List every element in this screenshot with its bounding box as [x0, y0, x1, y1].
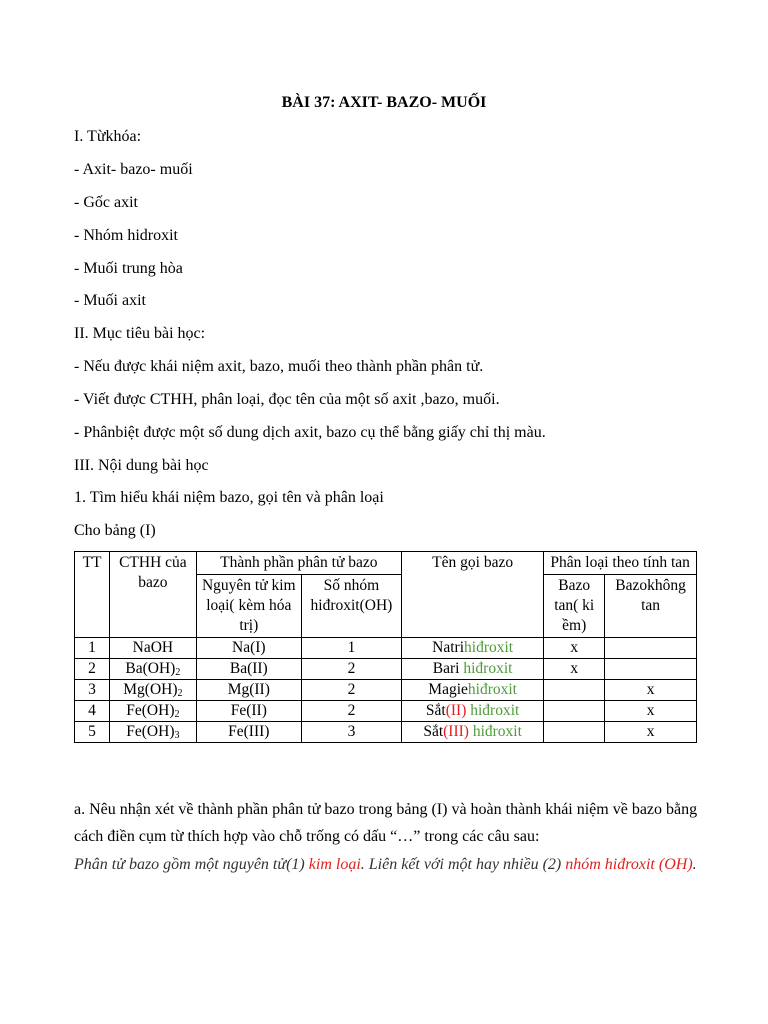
page-title: BÀI 37: AXIT- BAZO- MUỐI	[281, 94, 487, 111]
header-ten-goi: Tên gọi bazo	[401, 552, 543, 638]
cell-metal: Fe(III)	[196, 722, 301, 743]
header-bazo-tan: Bazo tan( ki ềm)	[544, 575, 605, 638]
cell-metal: Mg(II)	[196, 680, 301, 701]
subsection-heading: 1. Tìm hiểu khái niệm bazo, gọi tên và phân loại	[74, 489, 384, 506]
cell-tan: x	[544, 638, 605, 659]
cell-khong-tan	[605, 659, 697, 680]
cell-formula: $Ba(OH)_2$	[110, 659, 197, 680]
cell-formula: $Mg(OH)_2$	[110, 680, 197, 701]
cell-metal: Na(I)	[196, 638, 301, 659]
header-thanh-phan: Thành phần phân tử bazo	[196, 552, 401, 575]
header-tt: TT	[75, 552, 110, 638]
header-bazo-khong-tan: Bazokhông tan	[605, 575, 697, 638]
question-a: a. Nêu nhận xét về thành phần phân tử bazo trong bảng (I) và hoàn thành khái niệm về bazo bằng cách điền cụm từ thích hợp vào chỗ trống có dấu “…” trong các câu sau:	[74, 801, 698, 845]
objective-item: - Viết được CTHH, phân loại, đọc tên của một số axit ,bazo, muối.	[74, 391, 500, 408]
answer-text: Phân tử bazo gồm một nguyên tử(1) kim loại. Liên kết với một hay nhiều (2) nhóm hiđroxit (OH).	[74, 856, 697, 873]
table-row	[75, 638, 697, 659]
cell-name: Bari hiđroxit	[401, 659, 543, 680]
cell-khong-tan: x	[605, 680, 697, 701]
cell-tt: 5	[75, 722, 110, 743]
cell-tan	[544, 722, 605, 743]
objective-item: - Nếu được khái niệm axit, bazo, muối theo thành phần phân tử.	[74, 358, 484, 375]
cell-tt: 2	[75, 659, 110, 680]
keyword-item: - Muối axit	[74, 292, 146, 309]
cell-khong-tan: x	[605, 722, 697, 743]
cell-tan: x	[544, 659, 605, 680]
cell-formula: NaOH	[110, 638, 197, 659]
keyword-item: - Nhóm hidroxit	[74, 227, 178, 244]
keyword-item: - Gốc axit	[74, 194, 138, 211]
section-keywords-heading: I. Từkhóa:	[74, 128, 142, 145]
cell-oh-count: 2	[301, 701, 401, 722]
table-row	[75, 680, 697, 701]
cell-name: Natrihiđroxit	[401, 638, 543, 659]
cell-oh-count: 3	[301, 722, 401, 743]
cell-tan	[544, 701, 605, 722]
cell-name: Sắt(III) hiđroxit	[401, 722, 543, 743]
cell-tt: 3	[75, 680, 110, 701]
cell-khong-tan	[605, 638, 697, 659]
cell-name: Sắt(II) hiđroxit	[401, 701, 543, 722]
cell-formula: $Fe(OH)_2$	[110, 701, 197, 722]
cell-formula: $Fe(OH)_3$	[110, 722, 197, 743]
cell-oh-count: 2	[301, 659, 401, 680]
cell-oh-count: 1	[301, 638, 401, 659]
table-row	[75, 701, 697, 722]
header-phan-loai: Phân loại theo tính tan	[544, 552, 697, 575]
cell-oh-count: 2	[301, 680, 401, 701]
answer-blank-2: nhóm hiđroxit (OH)	[565, 856, 693, 873]
cell-tt: 1	[75, 638, 110, 659]
keyword-item: - Axit- bazo- muối	[74, 161, 193, 178]
objective-item: - Phânbiệt được một số dung dịch axit, bazo cụ thể bằng giấy chỉ thị màu.	[74, 424, 546, 441]
header-so-nhom: Số nhóm hiđroxit(OH)	[301, 575, 401, 638]
table-row	[75, 659, 697, 680]
cell-tan	[544, 680, 605, 701]
section-content-heading: III. Nội dung bài học	[74, 457, 209, 474]
table-caption: Cho bảng (I)	[74, 522, 156, 539]
header-cthh: CTHH của bazo	[110, 552, 197, 638]
table-header-row	[75, 552, 697, 575]
cell-metal: Ba(II)	[196, 659, 301, 680]
keyword-item: - Muối trung hòa	[74, 260, 183, 277]
cell-name: Magiehiđroxit	[401, 680, 543, 701]
answer-blank-1: kim loại	[308, 856, 361, 873]
cell-metal: Fe(II)	[196, 701, 301, 722]
table-row	[75, 722, 697, 743]
base-table	[74, 551, 697, 743]
header-nguyen-tu: Nguyên tử kim loại( kèm hóa trị)	[196, 575, 301, 638]
cell-tt: 4	[75, 701, 110, 722]
section-objectives-heading: II. Mục tiêu bài học:	[74, 325, 206, 342]
cell-khong-tan: x	[605, 701, 697, 722]
